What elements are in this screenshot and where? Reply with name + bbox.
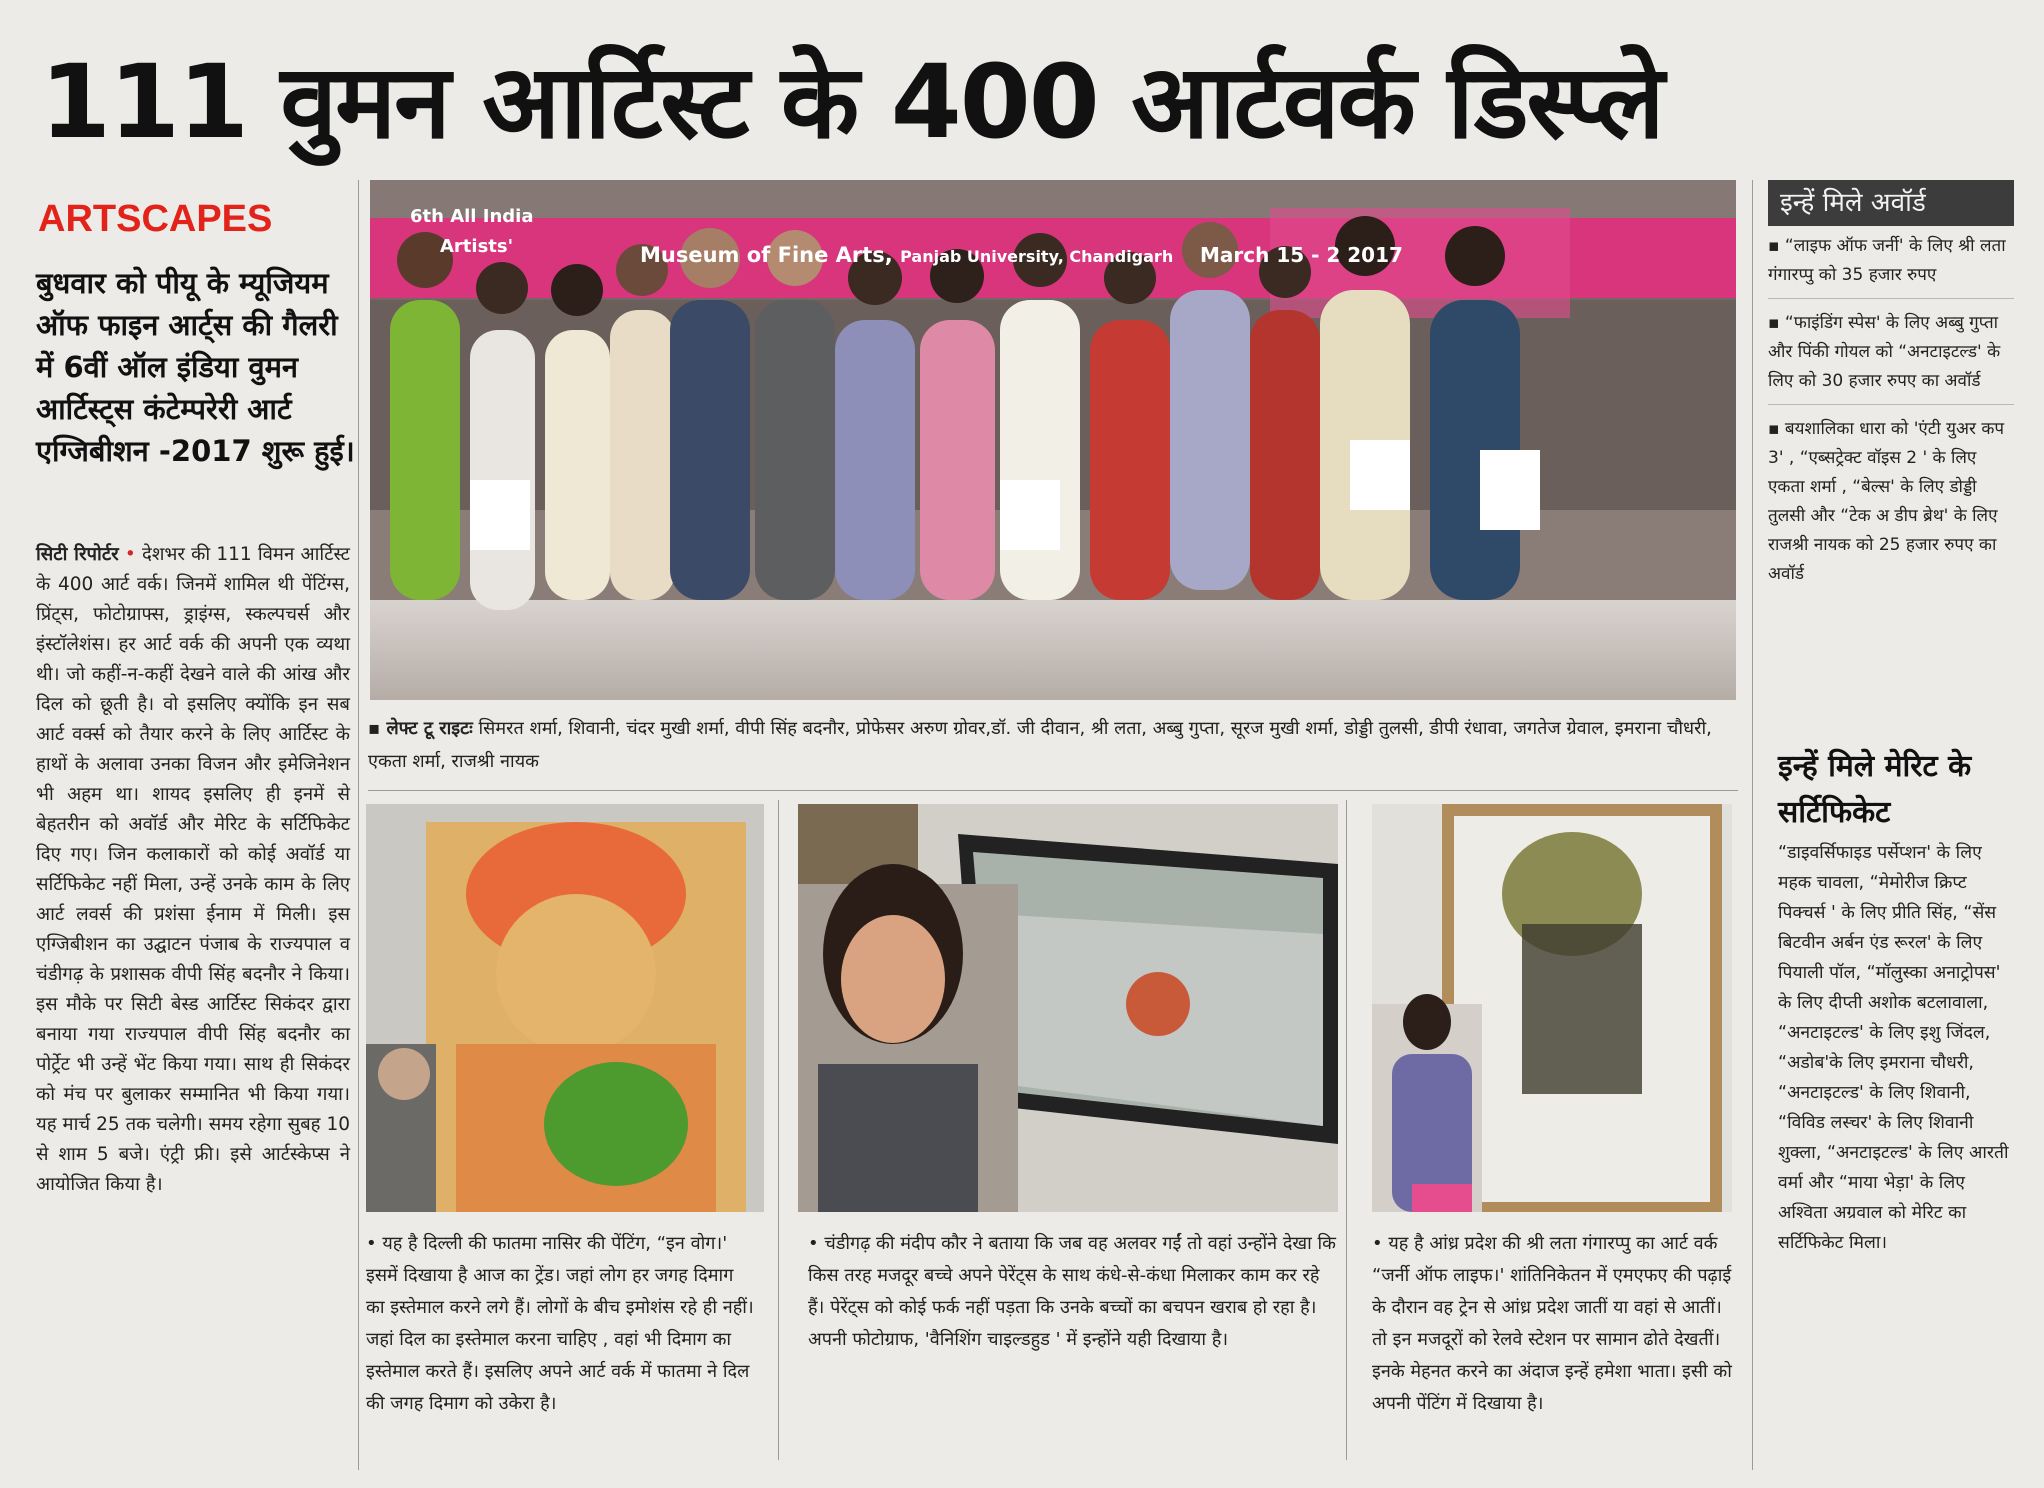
story-deck: बुधवार को पीयू के म्यूजियम ऑफ फाइन आर्ट्स की गैलरी में 6वीं ऑल इंडिया वुमन आर्टिस्ट्स कंटेम्परेरी आर्ट एग्जिबीशन -2017 शुरू हुई। (36, 266, 355, 468)
banner-dates: March 15 - 2 2017 (1200, 243, 1403, 267)
byline-bullet: • (124, 544, 136, 565)
group-photo-caption (368, 712, 1728, 778)
journey-of-life-illustration (1372, 804, 1732, 1212)
banner-venue (640, 243, 1173, 267)
awards-title: इन्हें मिले अवॉर्ड (1768, 180, 2014, 226)
banner-venue-main: Museum of Fine Arts, (640, 243, 893, 267)
banner-line2: Artists' (440, 236, 514, 257)
painting-photo-in-vogue (366, 804, 764, 1212)
painting-photo-journey-of-life (1372, 804, 1732, 1212)
caption-in-vogue: • यह है दिल्ली की फातमा नासिर की पेंटिंग, “इन वोग।' इसमें दिखाया है आज का ट्रेंड। जहां लोग हर जगह दिमाग का इस्तेमाल करने लगे हैं। लोगों के बीच इमोशंस रहे ही नहीं। जहां दिल का इस्तेमाल करना चाहिए , वहां भी दिमाग का इस्तेमाल करते हैं। इसलिए अपने आर्ट वर्क में फातमा ने दिल की जगह दिमाग को उकेरा है। (366, 1233, 754, 1414)
caption-lead: ▪ लेफ्ट टू राइटः (368, 718, 473, 739)
vanishing-childhood-illustration (798, 804, 1338, 1212)
story-text: देशभर की 111 विमन आर्टिस्ट के 400 आर्ट वर्क। जिनमें शामिल थी पेंटिंग्स, प्रिंट्स, फोटोग्राफ्स, ड्राइंग्स, स्कल्पचर्स और इंस्टॉलेशंस। हर आर्ट वर्क की अपनी एक व्यथा थी। जो कहीं-न-कहीं देखने वाले की आंख और दिल को छूती है। वो इसलिए क्योंकि इन सब आर्ट वर्क्स को तैयार करने के लिए आर्टिस्ट के हाथों के अलावा उनका विजन और इमेजिनेशन भी अहम था। शायद इसलिए ही इनमें से बेहतरीन को अवॉर्ड और मेरिट के सर्टिफिकेट दिए गए। जिन कलाकारों को कोई अवॉर्ड या सर्टिफिकेट नहीं मिला, उन्हें उनके काम के लिए आर्ट लवर्स की प्रशंसा ईनाम में मिली। इस एग्जिबीशन का उद्घाटन पंजाब के राज्यपाल व चंडीगढ़ के प्रशासक वीपी सिंह बदनौर ने किया। इस मौके पर सिटी बेस्ड आर्टिस्ट सिकंदर द्वारा बनाया गया राज्यपाल वीपी सिंह बदनौर का पोर्ट्रेट भी उन्हें भेंट किया गया। साथ ही सिकंदर को मंच पर बुलाकर सम्मानित भी किया गया। यह मार्च 25 तक चलेगी। समय रहेगा सुबह 10 से शाम 5 बजे। एंट्री फ्री। इसे आर्टस्केप्स ने आयोजित किया है। (36, 544, 350, 1195)
award-item: ▪ बयशालिका धारा को 'एंटी युअर कप 3' , “एब्सट्रेक्ट वॉइस 2 ' के लिए एकता शर्मा , “बेल्स' के लिए डोड्डी तुलसी और “टेक अ डीप ब्रेथ' के लिए राजश्री नायक को 25 हजार रुपए का अवॉर्ड (1768, 419, 2005, 584)
caption-names: सिमरत शर्मा, शिवानी, चंदर मुखी शर्मा, वीपी सिंह बदनौर, प्रोफेसर अरुण ग्रोवर,डॉ. जी दीवान, श्री लता, अब्बु गुप्ता, सूरज मुखी शर्मा, डोड्डी तुलसी, डीपी रंधावा, जगतेज ग्रेवाल, इमराना चौधरी, एकता शर्मा, राजश्री नायक (368, 718, 1712, 772)
column-divider (778, 800, 779, 1460)
photo-vanishing-childhood (798, 804, 1338, 1212)
award-item: ▪ “लाइफ ऑफ जर्नी' के लिए श्री लता गंगारप्पु को 35 हजार रुपए (1768, 232, 2014, 299)
section-tag: ARTSCAPES (38, 198, 273, 240)
awards-list (1768, 226, 2014, 726)
column-divider (1752, 180, 1753, 1470)
column-divider (1346, 800, 1347, 1460)
caption-vanishing-childhood: • चंडीगढ़ की मंदीप कौर ने बताया कि जब वह अलवर गईं तो वहां उन्होंने देखा कि किस तरह मजदूर बच्चे अपने पेरेंट्स के साथ कंधे-से-कंधा मिलाकर काम कर रहे हैं। पेरेंट्स को कोई फर्क नहीं पड़ता कि उनके बच्चों का बचपन खराब हो रहा है। अपनी फोटोग्राफ, 'वैनिशिंग चाइल्डहुड ' में इन्होंने यही दिखाया है। (808, 1233, 1337, 1350)
merit-list: “डाइवर्सिफाइड पर्सेप्शन' के लिए महक चावला, “मेमोरीज क्रिप्ट पिक्चर्स ' के लिए प्रीति सिंह, “सेंस बिटवीन अर्बन एंड रूरल' के लिए पियाली पॉल, “मॉलुस्का अनाट्रोपस' के लिए दीप्ती अशोक बटलावाला, “अनटाइटल्ड' के लिए इशु जिंदल, “अडोब'के लिए इमराना चौधरी, “अनटाइटल्ड' के लिए शिवानी, “विविड लस्चर' के लिए शिवानी शुक्ला, “अनटाइटल्ड' के लिए आरती वर्मा और “माया भेड़ा' के लिए अश्विता अग्रवाल को मेरिट का सर्टिफिकेट मिला। (1778, 843, 2009, 1253)
headline: 111 वुमन आर्टिस्ट के 400 आर्टवर्क डिस्प्ले (40, 43, 1663, 162)
byline: सिटी रिपोर्टर (36, 544, 119, 565)
banner-venue-sub: Panjab University, Chandigarh (900, 247, 1174, 266)
caption-divider (368, 790, 1738, 791)
group-photo (370, 180, 1736, 700)
in-vogue-illustration (366, 804, 764, 1212)
caption-journey-of-life: • यह है आंध्र प्रदेश की श्री लता गंगारप्पु का आर्ट वर्क “जर्नी ऑफ लाइफ।' शांतिनिकेतन में एमएफए की पढ़ाई के दौरान वह ट्रेन से आंध्र प्रदेश जातीं या वहां से आतीं। तो इन मजदूरों को रेलवे स्टेशन पर सामान ढोते देखतीं। इनके मेहनत करने का अंदाज इन्हें हमेशा भाता। इसी को अपनी पेंटिंग में दिखाया है। (1372, 1233, 1732, 1414)
story-body (36, 540, 350, 1200)
merit-title: इन्हें मिले मेरिट के सर्टिफिकेट (1778, 749, 1972, 830)
award-item: ▪ “फाइंडिंग स्पेस' के लिए अब्बु गुप्ता और पिंकी गोयल को “अनटाइटल्ड' के लिए को 30 हजार रुपए का अवॉर्ड (1768, 309, 2014, 405)
column-divider (358, 180, 359, 1470)
banner-line1: 6th All India (410, 206, 534, 227)
